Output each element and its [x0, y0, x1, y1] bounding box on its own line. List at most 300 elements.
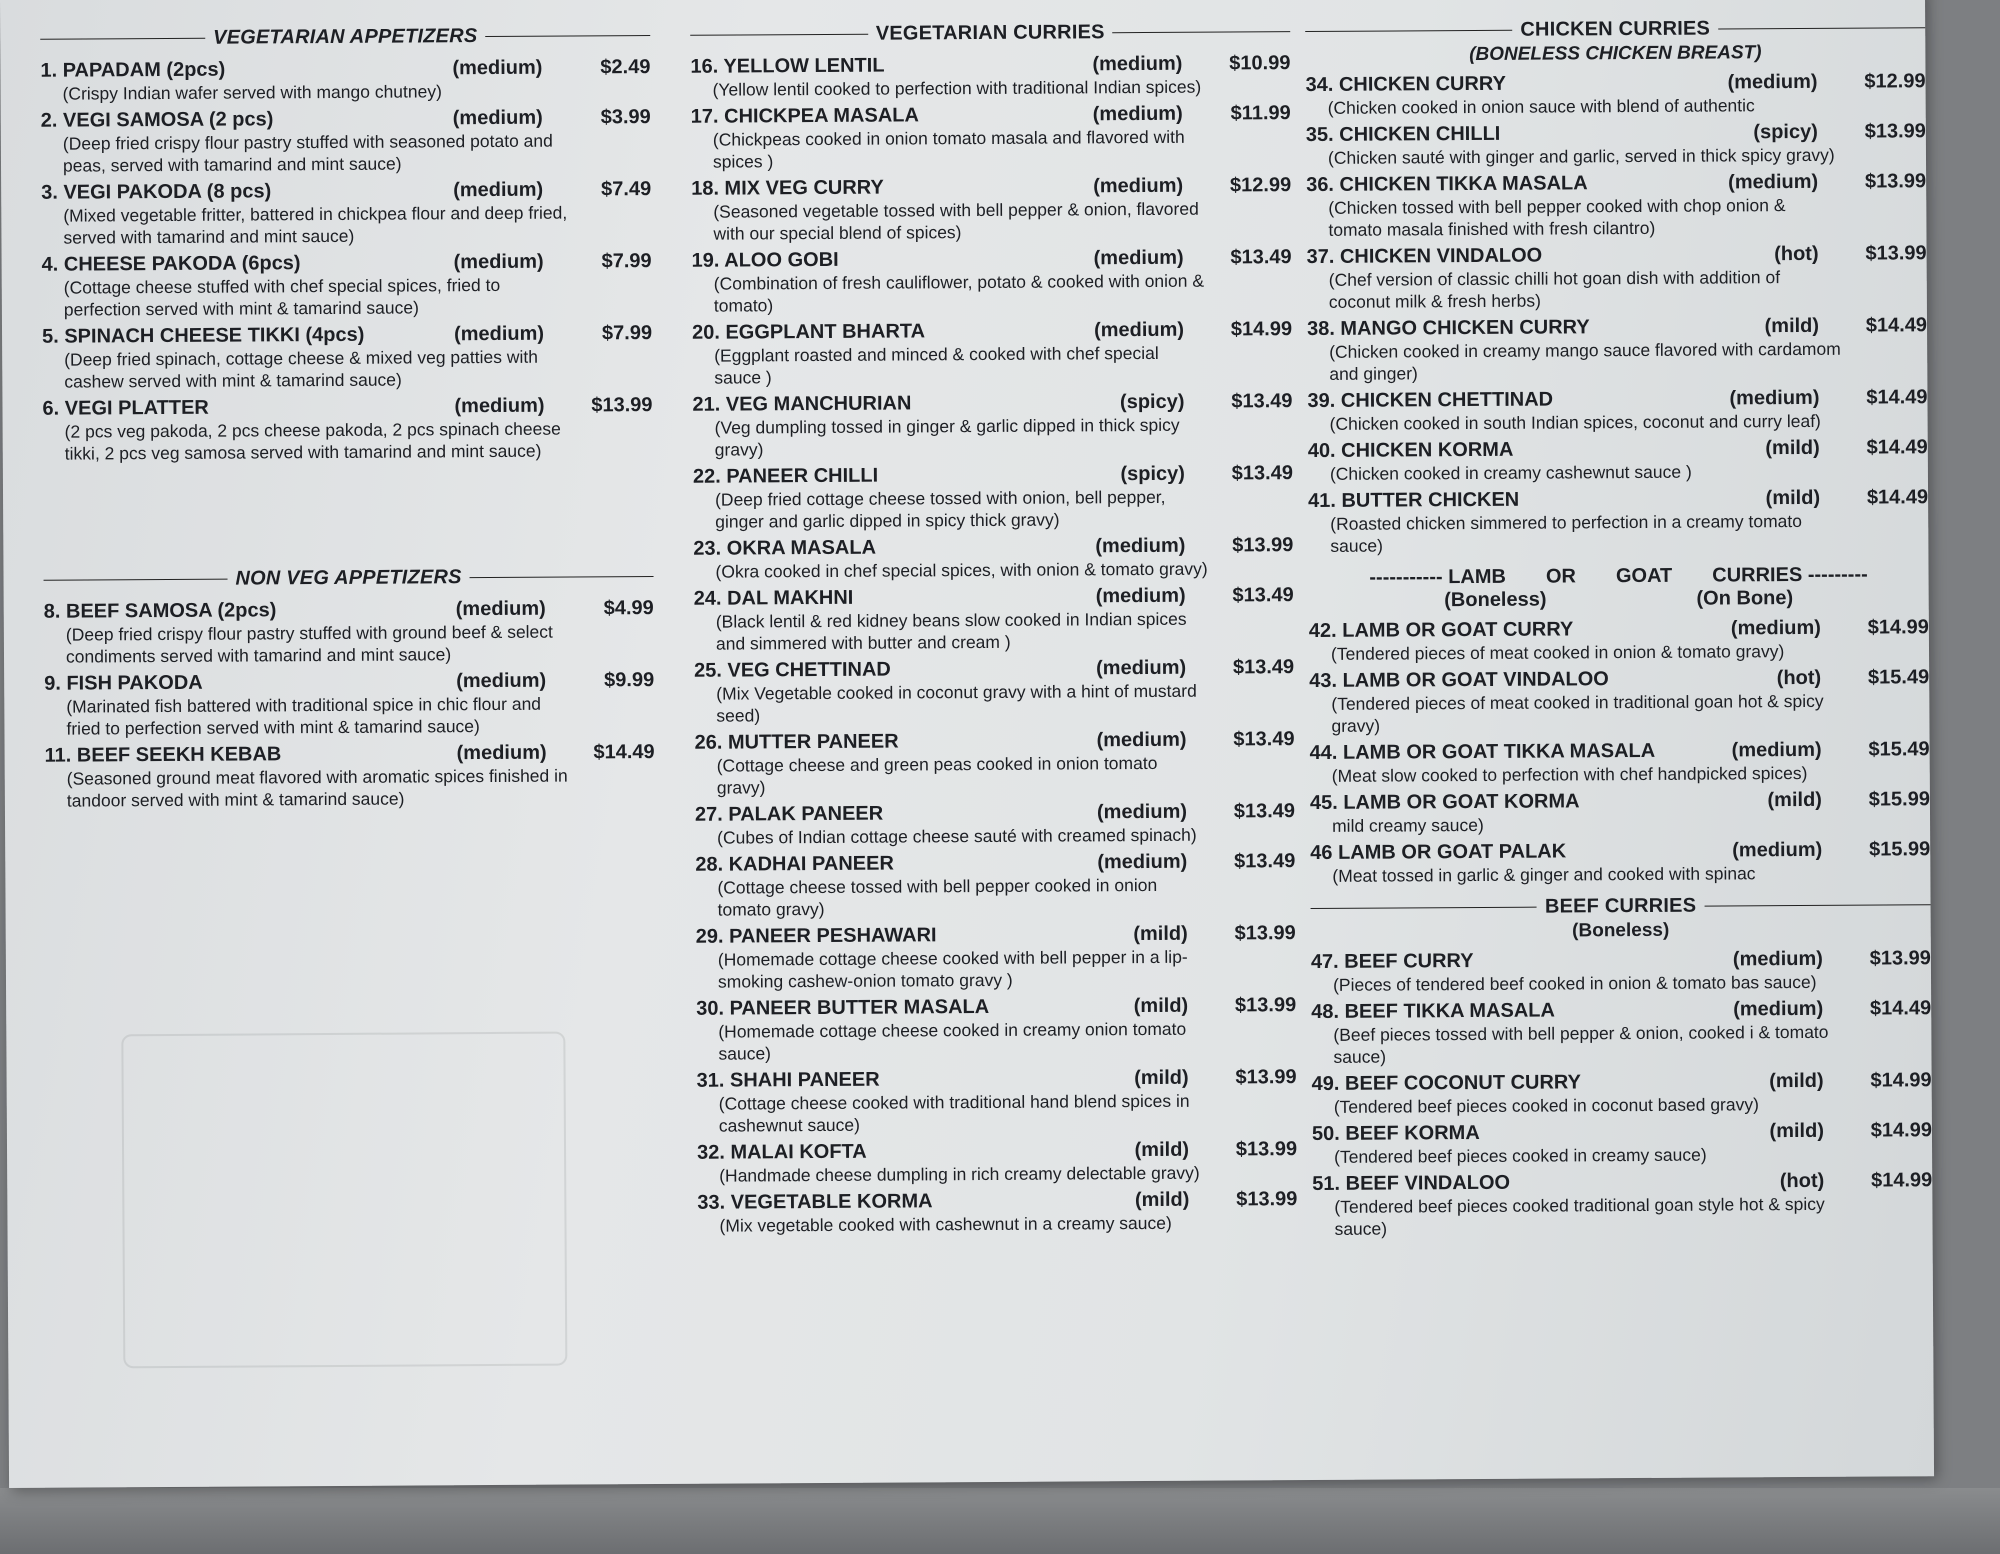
menu-item-description: (Seasoned vegetable tossed with bell pepper & onion, flavored with our special blend of spices) — [713, 198, 1199, 244]
menu-item-line — [696, 993, 1296, 1021]
menu-item-description: (Tendered pieces of meat cooked in onion & tomato gravy) — [1330, 641, 1785, 664]
menu-item — [42, 249, 652, 321]
menu-item-name: 9. FISH PAKODA — [44, 671, 203, 695]
section-subheading-part: (Boneless) — [1444, 588, 1547, 612]
menu-item-spice-level: (hot) — [1774, 242, 1819, 266]
section-heading — [40, 24, 650, 51]
menu-item-price: $14.99 — [1230, 318, 1293, 341]
menu-item-line — [696, 921, 1296, 949]
menu-item-description: (Chef version of classic chilli hot goan dish with addition of coconut milk & fresh herbs) — [1328, 267, 1781, 312]
menu-item-line — [1306, 169, 1926, 197]
section-title: BEEF CURRIES — [1544, 894, 1697, 918]
menu-item-name: 8. BEEF SAMOSA (2pcs) — [43, 599, 277, 623]
menu-item-spice-level: (medium) — [1733, 997, 1824, 1021]
menu-column-right — [1305, 16, 1932, 1244]
menu-item-line — [1309, 665, 1929, 693]
menu-item-name: 30. PANEER BUTTER MASALA — [696, 995, 990, 1020]
menu-item-spice-level: (medium) — [1093, 174, 1184, 198]
section-heading — [1311, 893, 1931, 920]
menu-item-description: (Mixed vegetable fritter, battered in chickpea flour and deep fried, served with tamarind and mint sauce) — [63, 202, 568, 248]
menu-item-description: (Beef pieces tossed with bell pepper & onion, cooked i & tomato sauce) — [1333, 1021, 1829, 1067]
menu-item-name: 34. CHICKEN CURRY — [1305, 72, 1507, 97]
menu-item-price: $11.99 — [1230, 102, 1291, 125]
menu-item-name: 6. VEGI PLATTER — [42, 396, 209, 420]
menu-item-name: 39. CHICKEN CHETTINAD — [1307, 388, 1554, 413]
menu-item-spice-level: (medium) — [1729, 386, 1820, 410]
heading-rule-right — [485, 35, 650, 37]
menu-item-spice-level: (mild) — [1769, 1119, 1825, 1143]
menu-item-name: 33. VEGETABLE KORMA — [697, 1190, 933, 1214]
menu-item-spice-level: (mild) — [1134, 1066, 1189, 1090]
menu-item-name: 5. SPINACH CHEESE TIKKI (4pcs) — [41, 323, 365, 348]
heading-rule-left — [1311, 907, 1537, 909]
menu-item-price: $13.99 — [1235, 1066, 1297, 1089]
menu-item-price: $12.99 — [1229, 174, 1292, 197]
menu-item — [1306, 119, 1926, 169]
menu-item-description: (Cottage cheese cooked with traditional hand blend spices in cashewnut sauce) — [718, 1090, 1190, 1136]
menu-item-price: $13.49 — [1233, 800, 1296, 823]
heading-rule-left — [690, 34, 868, 36]
menu-item-description: (Roasted chicken simmered to perfection in a creamy tomato sauce) — [1330, 511, 1803, 556]
menu-item-spice-level: (mild) — [1134, 1138, 1190, 1162]
menu-item-description: (Chicken cooked in creamy cashewnut sauce ) — [1329, 461, 1692, 484]
menu-item-price: $13.99 — [1865, 242, 1927, 265]
menu-item-name: 27. PALAK PANEER — [694, 802, 884, 826]
menu-item — [690, 51, 1290, 101]
menu-item — [1308, 485, 1928, 557]
section-heading — [1305, 16, 1925, 43]
menu-column-left — [40, 24, 655, 816]
menu-item-name: 31. SHAHI PANEER — [696, 1068, 880, 1092]
menu-item-line — [40, 55, 650, 83]
menu-item-line — [42, 249, 652, 277]
menu-item-line — [41, 105, 651, 133]
menu-item-line — [697, 1187, 1297, 1215]
menu-item-name: 32. MALAI KOFTA — [696, 1140, 867, 1164]
menu-item-line — [691, 173, 1291, 201]
heading-rule-right — [1113, 31, 1291, 33]
menu-item-description: (Cottage cheese tossed with bell pepper cooked in onion tomato gravy) — [717, 874, 1158, 920]
menu-item — [42, 393, 652, 465]
menu-item-spice-level: (medium) — [1092, 52, 1183, 76]
menu-item-price: $14.49 — [1866, 486, 1929, 509]
menu-item — [693, 533, 1293, 583]
menu-item-line — [691, 101, 1291, 129]
heading-rule-left — [1305, 30, 1512, 32]
menu-item-name: 41. BUTTER CHICKEN — [1308, 488, 1520, 513]
menu-item-price: $7.49 — [601, 178, 652, 201]
menu-item-line — [42, 321, 652, 349]
menu-item-price: $13.99 — [1234, 994, 1297, 1017]
menu-item-spice-level: (medium) — [1092, 102, 1183, 126]
menu-item-price: $15.99 — [1868, 788, 1930, 811]
menu-item-price: $12.99 — [1864, 70, 1926, 93]
menu-item-name: 2. VEGI SAMOSA (2 pcs) — [40, 108, 274, 132]
menu-item-name: 19. ALOO GOBI — [691, 248, 839, 272]
menu-item — [697, 1065, 1297, 1137]
menu-item-price: $3.99 — [600, 106, 651, 129]
menu-item-line — [695, 849, 1295, 877]
menu-item-spice-level: (medium) — [1095, 584, 1186, 608]
menu-item-price: $7.99 — [601, 250, 652, 273]
menu-item-name: 18. MIX VEG CURRY — [691, 176, 884, 200]
menu-item-spice-level: (medium) — [1732, 947, 1823, 971]
menu-item-price: $13.49 — [1232, 584, 1294, 607]
menu-item — [1307, 313, 1927, 385]
menu-item-spice-level: (medium) — [453, 322, 545, 346]
menu-item-description: mild creamy sauce) — [1332, 814, 1484, 836]
section-heading — [43, 565, 653, 592]
menu-item-spice-level: (mild) — [1764, 314, 1820, 338]
menu-item — [694, 727, 1294, 799]
menu-item — [44, 668, 654, 740]
menu-item-name: 51. BEEF VINDALOO — [1312, 1171, 1511, 1196]
menu-item-price: $13.99 — [1235, 1138, 1298, 1161]
menu-item-line — [44, 668, 654, 696]
section-heading-lamb-goat — [1308, 563, 1928, 590]
menu-item — [695, 799, 1295, 849]
section-subtitle: (Boneless) — [1572, 919, 1670, 942]
menu-item-line — [1307, 241, 1927, 269]
menu-item-spice-level: (spicy) — [1753, 120, 1818, 144]
menu-item-name: 40. CHICKEN KORMA — [1307, 438, 1514, 463]
menu-item-description: (Chicken cooked in creamy mango sauce flavored with cardamom and ginger) — [1329, 338, 1841, 384]
heading-rule-right — [470, 576, 654, 578]
menu-item-price: $13.49 — [1230, 246, 1292, 269]
menu-item — [691, 173, 1291, 245]
menu-item-line — [1312, 1068, 1932, 1096]
menu-item — [1312, 1168, 1932, 1240]
menu-item-price: $14.49 — [1866, 386, 1928, 409]
menu-item-description: (Yellow lentil cooked to perfection with traditional Indian spices) — [712, 76, 1202, 100]
menu-item-spice-level: (medium) — [1732, 838, 1823, 862]
menu-item-description: (Deep fried crispy flour pastry stuffed with seasoned potato and peas, served with tamarind and mint sauce) — [62, 130, 553, 176]
menu-item — [41, 177, 651, 249]
menu-item — [1310, 837, 1930, 887]
menu-item-spice-level: (medium) — [1097, 850, 1188, 874]
menu-item-price: $14.49 — [1866, 436, 1928, 459]
show-through-hours-box — [121, 1032, 567, 1369]
section-title: CHICKEN CURRIES — [1520, 17, 1711, 41]
section-subtitle: (BONELESS CHICKEN BREAST) — [1469, 42, 1762, 66]
menu-item-price: $14.49 — [593, 741, 655, 764]
menu-item-spice-level: (medium) — [456, 741, 547, 765]
menu-item-line — [1308, 435, 1928, 463]
menu-item-description: (Cubes of Indian cottage cheese sauté with creamed spinach) — [717, 824, 1197, 848]
menu-item-name: 38. MANGO CHICKEN CURRY — [1306, 316, 1590, 341]
menu-item — [691, 101, 1291, 173]
menu-item-spice-level: (medium) — [456, 669, 547, 693]
menu-item-description: (Homemade cottage cheese cooked in creamy onion tomato sauce) — [718, 1018, 1187, 1064]
menu-item-price: $9.99 — [604, 669, 655, 692]
menu-item-price: $13.49 — [1234, 850, 1296, 873]
menu-item-price: $13.49 — [1231, 462, 1293, 485]
menu-item — [1308, 435, 1928, 485]
menu-item — [697, 1137, 1297, 1187]
menu-item — [696, 993, 1296, 1065]
menu-item-spice-level: (medium) — [1096, 656, 1187, 680]
menu-item-price: $15.49 — [1868, 738, 1930, 761]
menu-item-line — [1305, 69, 1925, 97]
menu-item-description: (Mix vegetable cooked with cashewnut in a creamy sauce) — [719, 1212, 1172, 1236]
menu-item-name: 37. CHICKEN VINDALOO — [1306, 244, 1543, 269]
heading-rule-left — [44, 579, 228, 581]
menu-item-spice-level: (medium) — [453, 250, 544, 274]
section-subheading-part: (On Bone) — [1696, 587, 1794, 610]
section-heading-part: OR — [1545, 565, 1577, 588]
menu-item-spice-level: (medium) — [1095, 534, 1186, 558]
menu-item — [1312, 1118, 1932, 1168]
menu-item — [1312, 1068, 1932, 1118]
menu-item-description: (Chickpeas cooked in onion tomato masala and flavored with spices ) — [712, 126, 1185, 172]
menu-item-line — [1311, 946, 1931, 974]
menu-item-line — [690, 51, 1290, 79]
menu-item — [692, 245, 1292, 317]
section-subheading-lamb-goat — [1309, 586, 1929, 613]
menu-item-spice-level: (hot) — [1779, 1169, 1825, 1193]
menu-item-line — [693, 533, 1293, 561]
section-heading-part: CURRIES --------- — [1712, 563, 1868, 587]
menu-item-name: 20. EGGPLANT BHARTA — [691, 320, 926, 344]
menu-item-description: (Okra cooked in chef special spices, with onion & tomato gravy) — [715, 558, 1208, 582]
menu-item-spice-level: (mild) — [1765, 486, 1821, 510]
menu-item-price: $14.49 — [1869, 997, 1932, 1020]
menu-item-spice-level: (medium) — [1727, 70, 1818, 94]
menu-item — [694, 583, 1294, 655]
menu-item-price: $14.99 — [1870, 1069, 1932, 1092]
menu-item-description: (Deep fried crispy flour pastry stuffed with ground beef & select condiments served with tamarind and mint sauce) — [65, 621, 553, 667]
menu-column-middle — [690, 20, 1297, 1241]
menu-item-description: (Tendered beef pieces cooked in coconut based gravy) — [1333, 1094, 1759, 1117]
heading-rule-right — [1704, 904, 1930, 906]
menu-item-line — [1310, 787, 1930, 815]
menu-item-spice-level: (medium) — [1096, 800, 1188, 824]
menu-item-spice-level: (medium) — [452, 56, 543, 80]
menu-item-line — [42, 393, 652, 421]
menu-item-name: 16. YELLOW LENTIL — [690, 54, 885, 78]
menu-item-name: 45. LAMB OR GOAT KORMA — [1309, 790, 1580, 815]
menu-item-description: (Mix Vegetable cooked in coconut gravy with a hint of mustard seed) — [716, 680, 1197, 726]
menu-item — [1309, 615, 1929, 665]
menu-item-description: (Marinated fish battered with traditional spice in chic flour and fried to perfection served with mint & tamarind sauce) — [66, 693, 542, 739]
menu-item-name: 11. BEEF SEEKH KEBAB — [44, 743, 282, 767]
menu-item — [1311, 996, 1931, 1068]
menu-item-price: $14.49 — [1865, 314, 1928, 337]
menu-item-description: (2 pcs veg pakoda, 2 pcs cheese pakoda, 2 pcs spinach cheese tikki, 2 pcs veg samosa served with tamarind and mint sauce) — [64, 418, 561, 464]
menu-item-description: (Tendered beef pieces cooked traditional goan style hot & spicy sauce) — [1334, 1193, 1825, 1239]
menu-item-price: $14.99 — [1867, 616, 1929, 639]
menu-item-name: 36. CHICKEN TIKKA MASALA — [1306, 172, 1588, 197]
menu-item-name: 21. VEG MANCHURIAN — [692, 392, 912, 416]
menu-item — [1307, 385, 1927, 435]
menu-item-name: 29. PANEER PESHAWARI — [695, 924, 937, 948]
menu-item — [695, 849, 1295, 921]
menu-item-spice-level: (medium) — [1731, 738, 1822, 762]
menu-item-price: $15.49 — [1867, 666, 1930, 689]
section-heading-part: GOAT — [1615, 564, 1673, 588]
menu-item-line — [692, 389, 1292, 417]
section-heading-part: ----------- LAMB — [1369, 565, 1507, 589]
menu-item-spice-level: (medium) — [452, 106, 543, 130]
menu-item-description: (Seasoned ground meat flavored with aromatic spices finished in tandoor served with mint & tamarind sauce) — [66, 765, 568, 811]
section-title: NON VEG APPETIZERS — [235, 566, 462, 590]
menu-item-line — [44, 596, 654, 624]
menu-item-description: (Combination of fresh cauliflower, potato & cooked with onion & tomato) — [713, 270, 1205, 316]
menu-item-name: 50. BEEF KORMA — [1311, 1121, 1480, 1146]
menu-item-line — [1310, 837, 1930, 865]
menu-item — [1305, 69, 1925, 119]
menu-item-description: (Veg dumpling tossed in ginger & garlic dipped in thick spicy gravy) — [714, 414, 1180, 460]
menu-item-name: 26. MUTTER PANEER — [694, 730, 899, 754]
menu-item-price: $13.49 — [1232, 656, 1295, 679]
menu-item-name: 42. LAMB OR GOAT CURRY — [1308, 618, 1574, 643]
menu-item-price: $14.99 — [1870, 1119, 1933, 1142]
menu-item-spice-level: (mild) — [1765, 436, 1820, 460]
menu-item-description: (Cottage cheese and green peas cooked in onion tomato gravy) — [716, 752, 1158, 798]
menu-item-description: (Homemade cottage cheese cooked with bell pepper in a lip-smoking cashew-onion tomato gravy ) — [717, 946, 1188, 992]
menu-item-line — [693, 461, 1293, 489]
menu-item-line — [697, 1065, 1297, 1093]
menu-item-price: $13.99 — [1864, 170, 1927, 193]
menu-item-spice-level: (medium) — [1096, 728, 1187, 752]
menu-item-spice-level: (mild) — [1767, 788, 1822, 812]
menu-item-description: (Chicken cooked in south Indian spices, coconut and curry leaf) — [1329, 410, 1821, 434]
menu-item — [692, 317, 1292, 389]
menu-item — [1306, 169, 1926, 241]
menu-item-spice-level: (medium) — [1093, 318, 1185, 342]
section-spacer — [43, 465, 654, 569]
menu-item-name: 47. BEEF CURRY — [1310, 950, 1474, 974]
menu-item-price: $15.99 — [1868, 838, 1931, 861]
menu-item-line — [1309, 615, 1929, 643]
heading-rule-left — [40, 38, 205, 40]
menu-item — [693, 461, 1293, 533]
menu-item — [45, 740, 655, 812]
heading-rule-right — [1718, 27, 1925, 29]
menu-item — [697, 1187, 1297, 1237]
menu-item-description: (Chicken tossed with bell pepper cooked with chop onion & tomato masala finished with fresh cilantro) — [1328, 195, 1786, 240]
menu-item-name: 24. DAL MAKHNI — [693, 586, 854, 610]
menu-item-spice-level: (mild) — [1769, 1069, 1824, 1093]
menu-item-line — [697, 1137, 1297, 1165]
menu-item-spice-level: (medium) — [1728, 170, 1819, 194]
menu-item — [1311, 946, 1931, 996]
menu-item — [44, 596, 654, 668]
menu-item — [1310, 737, 1930, 787]
menu-item-line — [1307, 385, 1927, 413]
menu-item-name: 48. BEEF TIKKA MASALA — [1311, 999, 1556, 1024]
menu-item-name: 3. VEGI PAKODA (8 pcs) — [41, 180, 272, 204]
section-heading — [690, 20, 1290, 47]
section-title: VEGETARIAN APPETIZERS — [213, 25, 478, 49]
table-surface — [0, 1488, 2000, 1554]
menu-item-description: (Meat slow cooked to perfection with chef handpicked spices) — [1331, 762, 1808, 786]
menu-item-description: (Pieces of tendered beef cooked in onion & tomato bas sauce) — [1332, 971, 1817, 995]
menu-item-name: 4. CHEESE PAKODA (6pcs) — [41, 252, 301, 276]
menu-item-price: $13.99 — [591, 394, 653, 417]
menu-item-description: (Meat tossed in garlic & ginger and cooked with spinac — [1332, 863, 1756, 886]
menu-item — [696, 921, 1296, 993]
menu-item-price: $13.99 — [1234, 922, 1296, 945]
menu-item-spice-level: (hot) — [1776, 666, 1822, 690]
menu-item-line — [695, 799, 1295, 827]
menu-item-spice-level: (medium) — [453, 178, 544, 202]
menu-item-line — [692, 245, 1292, 273]
menu-item-description: (Chicken cooked in onion sauce with blend of authentic — [1327, 95, 1755, 118]
menu-item-name: 35. CHICKEN CHILLI — [1305, 122, 1501, 147]
menu-item-price: $13.99 — [1869, 947, 1931, 970]
menu-item-description: (Eggplant roasted and minced & cooked with chef special sauce ) — [714, 342, 1159, 388]
menu-item-spice-level: (spicy) — [1120, 462, 1185, 486]
menu-item-price: $13.99 — [1232, 534, 1294, 557]
menu-item — [42, 321, 652, 393]
menu-item-price: $10.99 — [1229, 52, 1291, 75]
menu-item-description: (Cottage cheese stuffed with chef special spices, fried to perfection served with mint & tamarind sauce) — [63, 274, 501, 320]
menu-item-spice-level: (mild) — [1134, 1188, 1190, 1212]
menu-item-spice-level: (medium) — [1730, 616, 1821, 640]
menu-item-name: 44. LAMB OR GOAT TIKKA MASALA — [1309, 739, 1656, 765]
menu-item-name: 22. PANEER CHILLI — [692, 464, 879, 488]
menu-item-name: 17. CHICKPEA MASALA — [690, 104, 919, 128]
menu-item-spice-level: (mild) — [1133, 994, 1189, 1018]
menu-item-line — [1311, 996, 1931, 1024]
menu-item-line — [694, 727, 1294, 755]
menu-item — [694, 655, 1294, 727]
menu-item-name: 46 LAMB OR GOAT PALAK — [1310, 840, 1567, 865]
menu-item-description: (Deep fried cottage cheese tossed with onion, bell pepper, ginger and garlic dipped in spicy thick gravy) — [715, 486, 1166, 532]
menu-item — [1309, 665, 1929, 737]
menu-item-description: (Chicken sauté with ginger and garlic, served in thick spicy gravy) — [1327, 144, 1835, 168]
menu-item-price: $14.99 — [1871, 1169, 1933, 1192]
menu-item-spice-level: (medium) — [455, 597, 546, 621]
menu-item-line — [41, 177, 651, 205]
menu-item-line — [1312, 1168, 1932, 1196]
menu-item-line — [1308, 485, 1928, 513]
section-title: VEGETARIAN CURRIES — [875, 21, 1105, 45]
menu-item-spice-level: (mild) — [1133, 922, 1188, 946]
menu-item — [41, 105, 651, 177]
menu-item-price: $13.49 — [1231, 390, 1293, 413]
menu-item-price: $13.49 — [1233, 728, 1295, 751]
menu-item — [40, 55, 650, 105]
menu-item-line — [694, 583, 1294, 611]
menu-item-description: (Tendered pieces of meat cooked in traditional goan hot & spicy gravy) — [1331, 690, 1824, 736]
menu-item-description: (Tendered beef pieces cooked in creamy sauce) — [1334, 1144, 1707, 1167]
menu-item-spice-level: (spicy) — [1119, 390, 1185, 414]
menu-item — [1307, 241, 1927, 313]
menu-item — [692, 389, 1292, 461]
menu-item-name: 23. OKRA MASALA — [693, 536, 877, 560]
menu-item-spice-level: (medium) — [454, 394, 545, 418]
menu-item-name: 1. PAPADAM (2pcs) — [40, 58, 226, 82]
menu-item-line — [692, 317, 1292, 345]
menu-item-description: (Handmade cheese dumpling in rich creamy delectable gravy) — [719, 1162, 1200, 1186]
menu-item-description: (Black lentil & red kidney beans slow cooked in Indian spices and simmered with butter and cream ) — [715, 608, 1187, 654]
menu-item-spice-level: (medium) — [1093, 246, 1184, 270]
menu-item-price: $4.99 — [603, 597, 654, 620]
menu-item-name: 43. LAMB OR GOAT VINDALOO — [1309, 668, 1609, 693]
menu-item — [1310, 787, 1930, 837]
menu-item-line — [694, 655, 1294, 683]
menu-item-price: $7.99 — [601, 322, 653, 345]
menu-item-description: (Crispy Indian wafer served with mango chutney) — [62, 81, 442, 104]
menu-item-name: 49. BEEF COCONUT CURRY — [1311, 1071, 1582, 1096]
menu-item-name: 25. VEG CHETTINAD — [694, 658, 891, 682]
menu-item-line — [1310, 737, 1930, 765]
menu-item-price: $13.99 — [1236, 1188, 1298, 1211]
menu-item-description: (Deep fried spinach, cottage cheese & mixed veg patties with cashew served with mint & tamarind sauce) — [64, 346, 538, 392]
menu-item-line — [1312, 1118, 1932, 1146]
